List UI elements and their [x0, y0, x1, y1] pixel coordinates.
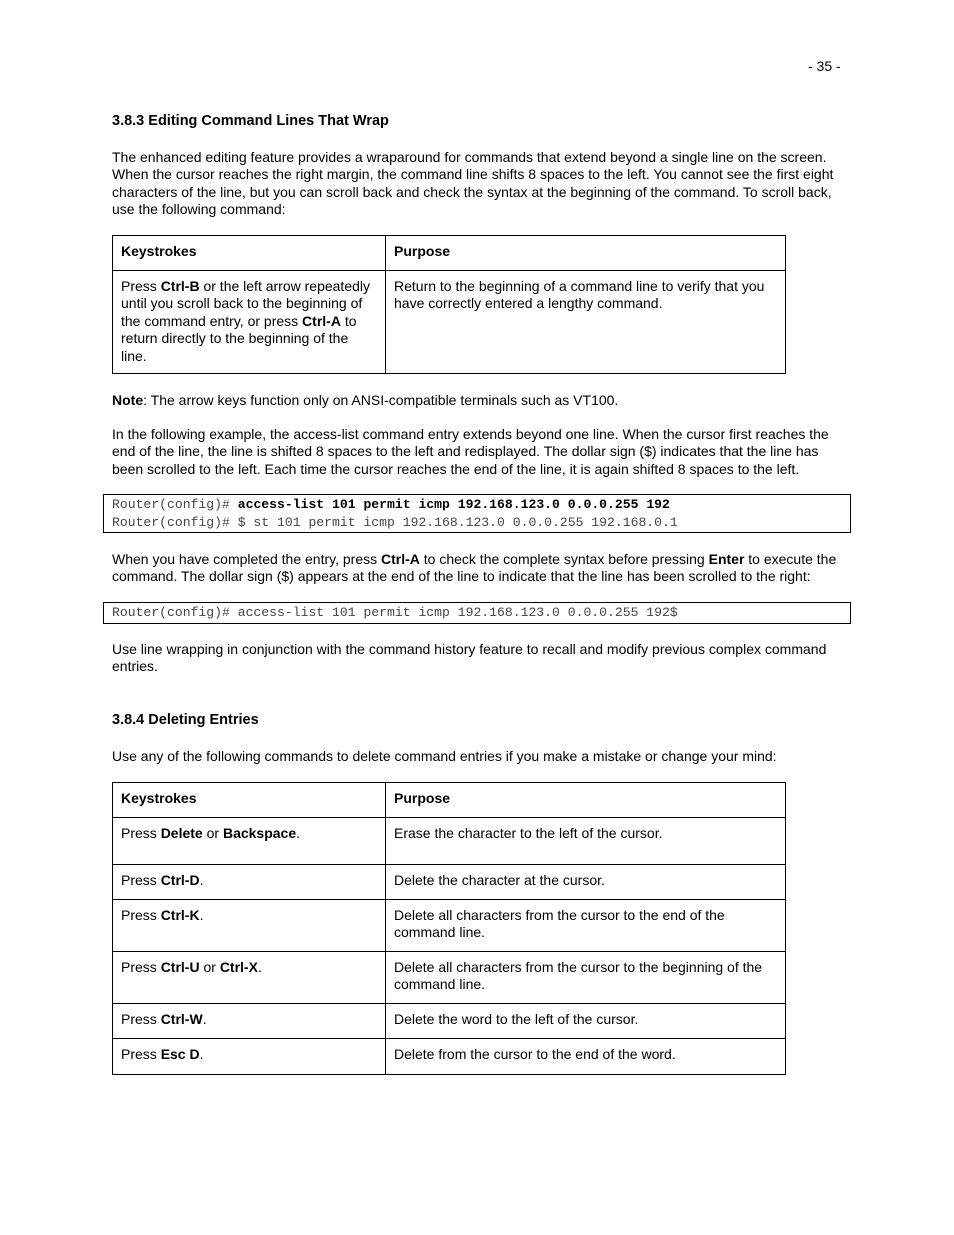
keystroke-cell: Press Ctrl-U or Ctrl-X.	[113, 952, 386, 1004]
section-heading-editing-wrap: 3.8.3 Editing Command Lines That Wrap	[112, 113, 389, 129]
table-row	[113, 865, 786, 900]
keystroke-cell: Press Esc D.	[113, 1039, 386, 1075]
keystroke-cell: Press Delete or Backspace.	[113, 818, 386, 865]
scroll-back-table	[112, 235, 786, 374]
table-row	[113, 818, 786, 865]
table-row	[113, 271, 786, 374]
table-row	[113, 952, 786, 1004]
table-header-keystrokes: Keystrokes	[113, 783, 386, 818]
code-block-scroll-left: Router(config)# access-list 101 permit icmp 192.168.123.0 0.0.0.255 192 Router(config)# $ st 101 permit icmp 192.168.123.0 0.0.0.255 192.168.0.1	[103, 494, 851, 533]
table-row	[113, 1039, 786, 1075]
wrap-note-paragraph: Use line wrapping in conjunction with the command history feature to recall and modify previous complex command entries.	[112, 641, 827, 675]
delete-keystrokes-table	[112, 782, 786, 1075]
keystroke-cell: Press Ctrl-B or the left arrow repeatedly until you scroll back to the beginning of the command entry, or press Ctrl-A to return directly to the beginning of the line.	[113, 271, 386, 374]
table-header-purpose: Purpose	[386, 783, 786, 818]
completed-entry-paragraph: When you have completed the entry, press Ctrl-A to check the complete syntax before pressing Enter to execute the command. The dollar sign ($) appears at the end of the line to indicate that the line has been scrolled to the right:	[112, 551, 837, 585]
intro-paragraph: The enhanced editing feature provides a wraparound for commands that extend beyond a single line on the screen. When the cursor reaches the right margin, the command line shifts 8 spaces to the left. You cannot see the first eight characters of the line, but you can scroll back and check the syntax at the beginning of the command. To scroll back, use the following command:	[112, 149, 834, 218]
table-header-purpose: Purpose	[386, 236, 786, 271]
table-header-keystrokes: Keystrokes	[113, 236, 386, 271]
purpose-cell: Delete the character at the cursor.	[386, 865, 786, 900]
purpose-cell: Delete all characters from the cursor to the end of the command line.	[386, 900, 786, 952]
keystroke-cell: Press Ctrl-K.	[113, 900, 386, 952]
delete-intro-paragraph: Use any of the following commands to delete command entries if you make a mistake or change your mind:	[112, 748, 777, 764]
page-number: - 35 -	[808, 58, 841, 74]
purpose-cell: Delete from the cursor to the end of the word.	[386, 1039, 786, 1075]
purpose-cell: Erase the character to the left of the cursor.	[386, 818, 786, 865]
table-row	[113, 900, 786, 952]
code-block-scroll-right: Router(config)# access-list 101 permit icmp 192.168.123.0 0.0.0.255 192$	[103, 602, 851, 624]
example-intro-paragraph: In the following example, the access-list command entry extends beyond one line. When the cursor first reaches the end of the line, the line is shifted 8 spaces to the left and redisplayed. The dollar sign ($) indicates that the line has been scrolled to the left. Each time the cursor reaches the end of the line, it is again shifted 8 spaces to the left.	[112, 426, 829, 477]
table-row	[113, 1004, 786, 1039]
note-paragraph: Note: The arrow keys function only on ANSI-compatible terminals such as VT100.	[112, 392, 619, 408]
purpose-cell: Delete all characters from the cursor to the beginning of the command line.	[386, 952, 786, 1004]
purpose-cell: Return to the beginning of a command line to verify that you have correctly entered a lengthy command.	[386, 271, 786, 374]
keystroke-cell: Press Ctrl-W.	[113, 1004, 386, 1039]
purpose-cell: Delete the word to the left of the cursor.	[386, 1004, 786, 1039]
section-heading-deleting: 3.8.4 Deleting Entries	[112, 712, 259, 728]
keystroke-cell: Press Ctrl-D.	[113, 865, 386, 900]
